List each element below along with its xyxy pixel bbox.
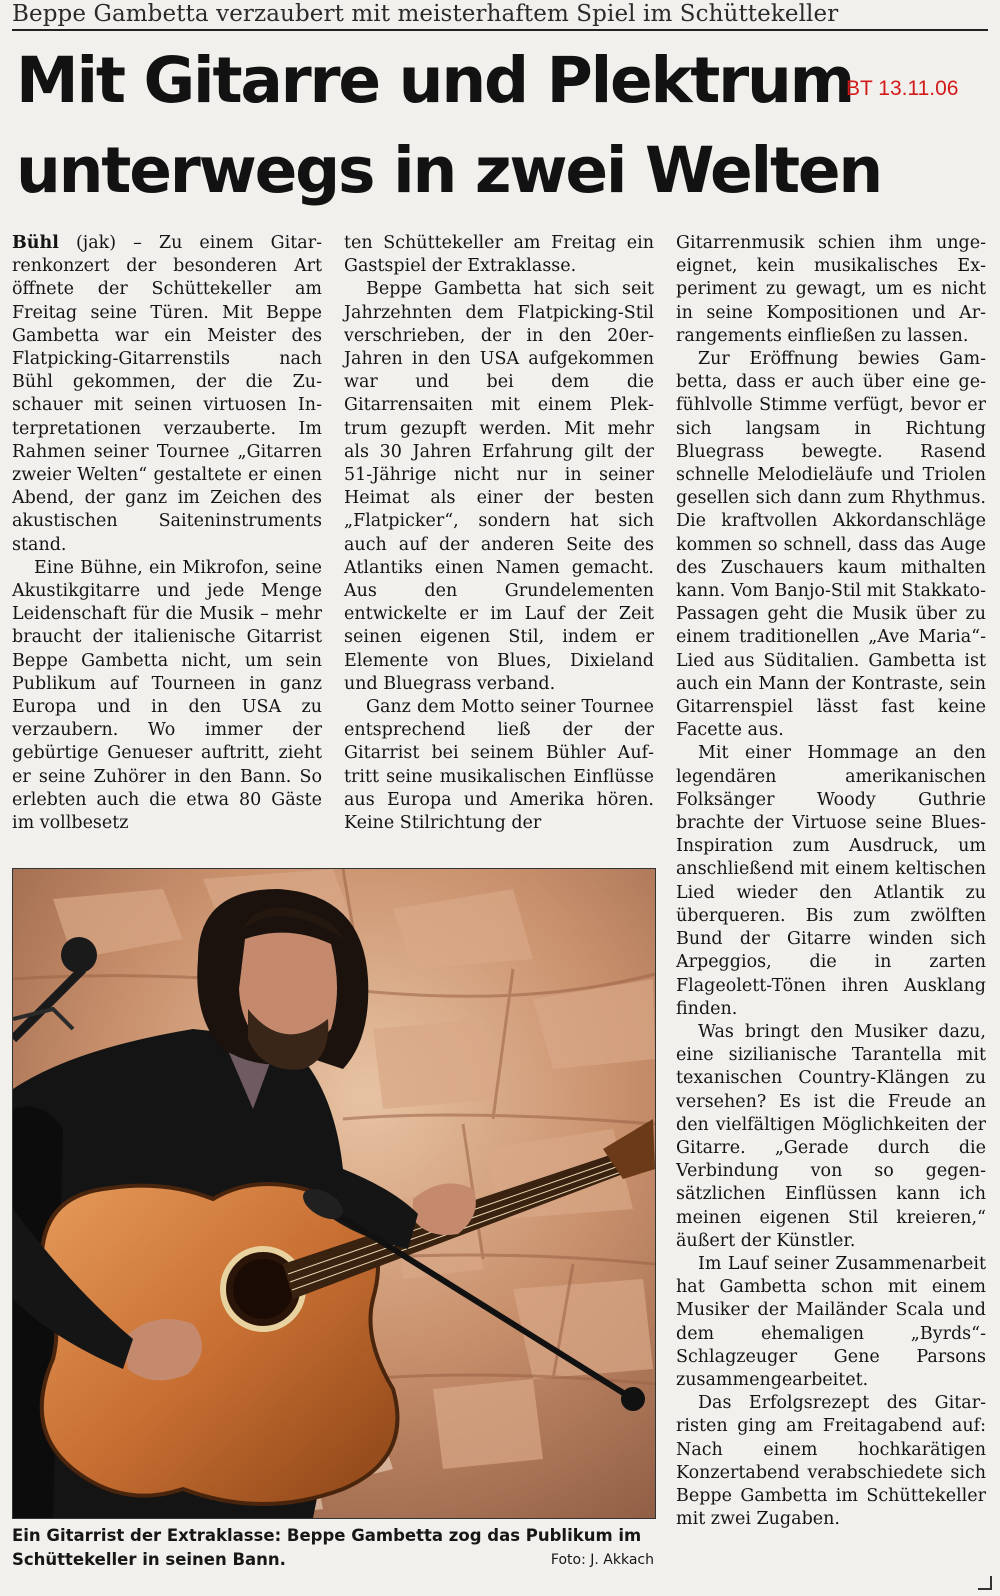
paragraph: Das Erfolgsrezept des Gitarristen ging am Freitagabend auf: Nach einem hochkarätigen Konzertabend verabschiedete sich Beppe Gambetta im Schüttekeller mit zwei Zugaben. (676, 1393, 986, 1530)
paragraph: ten Schüttekeller am Freitag ein Gastspiel der Extraklasse. (344, 233, 654, 277)
guitarist-photo-illustration (13, 869, 655, 1518)
article-column-3 (676, 232, 986, 1531)
paragraph-text: (jak) – Zu einem Gitarrenkonzert der besonderen Art öffnete der Schüttekeller am Freitag seine Türen. Mit Beppe Gambetta war ein Meister des Flatpicking-Gitarrenstils nach Bühl gekommen, der die Zuschauer mit seinen virtuosen Interpretationen verzauberte. Im Rahmen seiner Tournee „Gitarren zweier Welten“ gestaltete er einen Abend, der ganz im Zeichen des akustischen Saiteninstruments stand. (12, 233, 322, 555)
kicker-rule (12, 29, 988, 31)
paragraph: Mit einer Hommage an den legendären amerikanischen Folksänger Woody Guthrie brachte der Virtuose seine Blues-Inspiration zum Ausdruck, um anschließend mit einem keltischen Lied wieder den Atlantik zu überqueren. Bis zum zwölften Bund der Gitarre winden sich Arpeggios, die in zarten Flageolett-Tönen ihren Ausklang finden. (676, 743, 986, 1019)
article-column-2 (344, 232, 654, 835)
paragraph: Beppe Gambetta hat sich seit Jahrzehnten dem Flatpicking-Stil verschrieben, der in den 20er-Jahren in den USA aufgekommen war und bei dem die Gitarrensaiten mit einem Plektrum gezupft werden. Mit mehr als 30 Jahren Erfahrung gilt der 51-Jährige nicht nur in seiner Heimat als einer der besten „Flatpicker“, sondern hat sich auch auf der anderen Seite des Atlantiks einen Namen gemacht. Aus den Grundelementen entwickelte er im Lauf der Zeit seinen eigenen Stil, indem er Elemente von Blues, Dixieland und Bluegrass verband. (344, 279, 654, 694)
date-stamp: BT 13.11.06 (846, 77, 959, 100)
photo-caption (12, 1524, 654, 1572)
dateline: Bühl (12, 233, 59, 253)
paragraph: Was bringt den Musiker dazu, eine sizilianische Tarantella mit texanischen Country-Klängen zu versehen? Es ist die Freude an den vielfältigen Möglichkeiten der Gitarre. „Gerade durch die Verbindung von so gegensätzlichen Einflüssen kann ich meinen eigenen Stil kreieren,“ äußert der Künstler. (676, 1021, 986, 1251)
article-headline (16, 36, 916, 216)
article-kicker: Beppe Gambetta verzaubert mit meisterhaftem Spiel im Schüttekeller (12, 1, 839, 27)
headline-line-1: Mit Gitarre und Plektrum (16, 44, 854, 117)
paragraph: Im Lauf seiner Zusammenarbeit hat Gambetta schon mit einem Musiker der Mailänder Scala und dem ehemaligen „Byrds“-Schlagzeuger Gene Parsons zusammengearbeitet. (676, 1253, 986, 1390)
paragraph: Ganz dem Motto seiner Tournee entsprechend ließ der der Gitarrist bei seinem Bühler Auftritt seine musikalischen Einflüsse aus Europa und Amerika hören. Keine Stilrichtung der (344, 697, 654, 834)
caption-text: Ein Gitarrist der Extraklasse: Beppe Gambetta zog das Publikum im Schüttekeller in seinen Bann. (12, 1526, 642, 1569)
headline-line-2: unterwegs in zwei Welten (16, 134, 882, 207)
corner-crop-mark (978, 1576, 992, 1590)
article-photo (12, 868, 656, 1519)
paragraph (12, 232, 322, 557)
photo-credit: Foto: J. Akkach (550, 1552, 654, 1568)
paragraph: Gitarrenmusik schien ihm ungeeignet, kein musikalisches Experiment zu gewagt, um es nicht in seine Kompositionen und Arrangements einfließen zu lassen. (676, 233, 986, 346)
paragraph: Eine Bühne, ein Mikrofon, seine Akustikgitarre und jede Menge Leidenschaft für die Musik – mehr braucht der italienische Gitarrist Beppe Gambetta nicht, um sein Publikum auf Tourneen in ganz Europa und in den USA zu verzaubern. Wo immer der gebürtige Genueser auftritt, zieht er seine Zuhörer in den Bann. So erlebten auch die etwa 80 Gäste im vollbesetz (12, 557, 322, 834)
article-column-1 (12, 232, 322, 835)
paragraph: Zur Eröffnung bewies Gambetta, dass er auch über eine gefühlvolle Stimme verfügt, bevor er sich langsam in Richtung Bluegrass bewegte. Rasend schnelle Melodieläufe und Triolen gesellen sich dann zum Rhythmus. Die kraftvollen Akkordanschläge kommen so schnell, dass das Auge des Zuschauers kaum mithalten kann. Vom Banjo-Stil mit Stakkato-Passagen geht die Musik über zu einem traditionellen „Ave Maria“-Lied aus Süditalien. Gambetta ist auch ein Mann der Kontraste, sein Gitarrenspiel lässt fast keine Facette aus. (676, 349, 987, 741)
